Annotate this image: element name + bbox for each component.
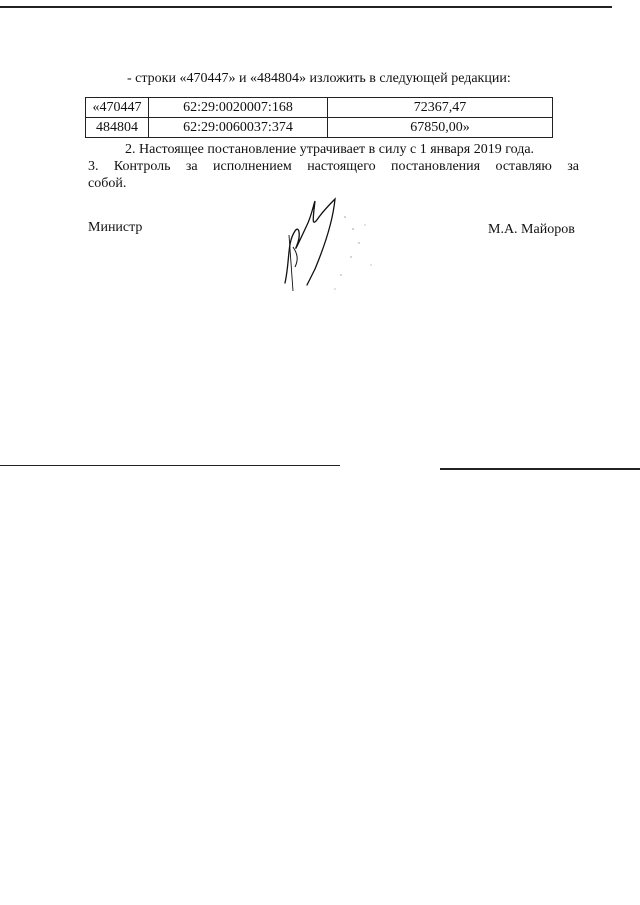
middle-fold-line	[0, 465, 340, 466]
table-cell: 62:29:0020007:168	[149, 98, 328, 118]
paragraph-3-line-2: собой.	[88, 176, 127, 191]
signer-name: М.А. Майоров	[488, 222, 575, 237]
paragraph-2: 2. Настоящее постановление утрачивает в силу с 1 января 2019 года.	[125, 142, 535, 157]
table-row	[86, 118, 553, 138]
signer-title: Министр	[88, 220, 143, 235]
table-cell: 67850,00»	[328, 118, 553, 138]
table-row	[86, 98, 553, 118]
amendment-table	[85, 97, 553, 138]
table-cell: 62:29:0060037:374	[149, 118, 328, 138]
top-edge-line	[0, 6, 612, 8]
table-cell: 484804	[86, 118, 149, 138]
middle-fold-line-right	[440, 468, 640, 470]
signature	[275, 195, 395, 305]
paragraph-3-line-1: 3. Контроль за исполнением настоящего постановления оставляю за	[88, 159, 579, 174]
intro-text: - строки «470447» и «484804» изложить в следующей редакции:	[127, 71, 511, 86]
table-cell: «470447	[86, 98, 149, 118]
table-cell: 72367,47	[328, 98, 553, 118]
